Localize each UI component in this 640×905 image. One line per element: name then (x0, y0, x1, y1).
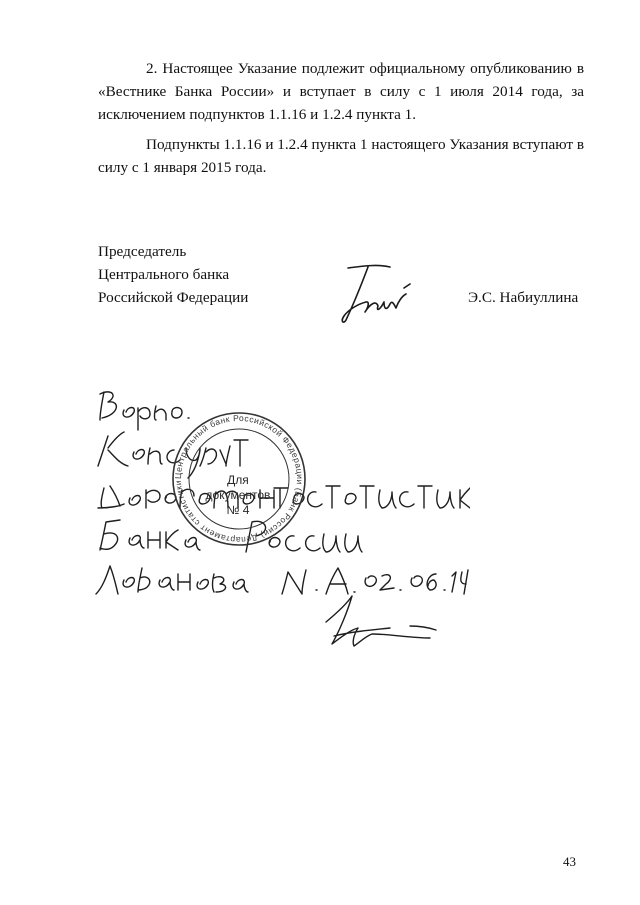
stamp-ring-text: Центральный банк Российской Федерации (Банк России) Департамент статистики (172, 412, 306, 546)
paragraph-subitems: Подпункты 1.1.16 и 1.2.4 пункта 1 настоящего Указания вступают в силу с 1 января 2015 года. (98, 136, 584, 176)
page-number: 43 (563, 854, 576, 869)
chairman-signature (318, 258, 428, 328)
stamp-center-line-1: Для (227, 473, 249, 487)
signatory-title-block (98, 240, 248, 309)
paragraph-publication: 2. Настоящее Указание подлежит официальному опубликованию в «Вестнике Банка России» и вступает в силу с 1 июля 2014 года, за исключением подпунктов 1.1.16 и 1.2.4 пункта 1. (98, 60, 584, 123)
signatory-title-line-2: Центрального банка (98, 266, 230, 283)
signatory-title-line-1: Председатель (98, 243, 187, 260)
signatory-title-line-3: Российской Федерации (98, 289, 249, 306)
stamp-center-line-3: № 4 (226, 503, 250, 517)
stamp-center-line-2: документов (205, 488, 271, 502)
stamp-center-text (175, 473, 301, 518)
signatory-name: Э.С. Набиуллина (468, 289, 579, 306)
